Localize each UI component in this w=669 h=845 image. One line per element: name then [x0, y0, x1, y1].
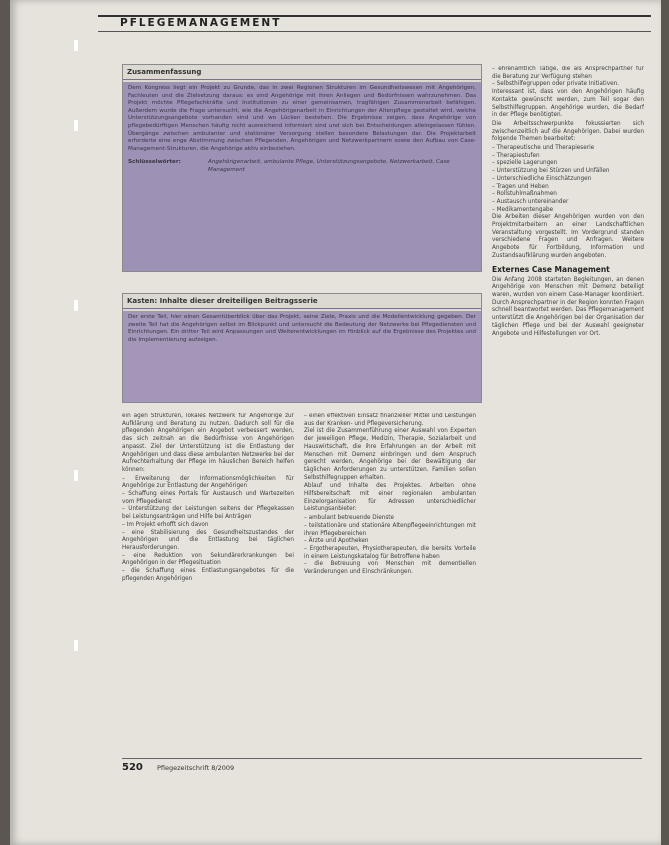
subheading-case-management: Externes Case Management [492, 264, 610, 274]
keywords-label: Schlüsselwörter: [128, 159, 181, 166]
binding-hole [74, 640, 78, 651]
list-item: – Unterschiedliche Einschätzungen [492, 175, 592, 182]
list-item: – die Schaffung eines Entlastungsangebotes für die pflegenden Angehörigen [122, 568, 294, 582]
paragraph: Die Arbeitsschwerpunkte fokussierten sich zwischenzeitlich auf die Angehörigen. Dabei wurden folgende Themen bearbeitet: [492, 120, 644, 143]
summary-body [123, 82, 481, 271]
series-box [122, 293, 482, 403]
text-column-1 [122, 413, 294, 753]
magazine-page [10, 0, 661, 845]
list-item: – Schaffung eines Portals für Austausch und Wartezeiten vom Pflegedienst [122, 491, 294, 505]
list-item: – Ärzte und Apotheken [304, 538, 369, 545]
keywords-row [128, 159, 476, 174]
list-item: – Ergotherapeuten, Physiotherapeuten, die bereits Vorteile in einem Leistungskatalog für Betroffene haben [304, 545, 476, 560]
summary-text: Dem Kongress liegt ein Projekt zu Grunde, das in zwei Regionen Strukturen im Gesundheitswesen mit Angehörigen, Fachleuten und die Zielsetzung daraus: es sind Angehörige mit ihren Anliegen und Bedürfnissen wahrzunehmen. Das Projekt möchte Pflegefachkräfte und Institutionen zu einer gemeinsamen, tragfähigen Zusammenarbeit befähigen. Außerdem wurde die Frage untersucht, wie die Angehörigenarbeit in Einrichtungen der Altenpflege gestaltet wird, welche Unterstützungsangebote vorhanden sind und wo Lücken bestehen. Die Ergebnisse zeigen, dass Angehörige von pflegebedürftigen Menschen häufig nicht ausreichend informiert sind und sich bei Entscheidungen alleingelassen fühlen. Übergänge zwischen ambulanter und stationärer Versorgung stellen besondere Belastungen dar. Die Projektarbeit erforderte eine enge Abstimmung zwischen Pflegenden, Angehörigen und Netzwerkpartnern sowie den Aufbau von Case-Management-Strukturen, die Angehörige aktiv einbeziehen. [128, 85, 476, 152]
header-rule [98, 31, 651, 32]
paragraph: Ziel ist die Zusammenführung einer Auswahl von Experten der jeweiligen Pflege, Medizin, Therapie, Sozialarbeit und Hauswirtschaft, die ihre Erfahrungen an der Arbeit mit Menschen mit Demenz einbringen und dem Anspruch gerecht werden, Angehörige bei der Bewältigung der täglichen Anforderungen zu unterstützen. Familien sollen Selbsthilfegruppen erhalten. [304, 428, 476, 481]
keywords-value: Angehörigenarbeit, ambulante Pflege, Unterstützungsangebote, Netzwerkarbeit, Case Management [208, 159, 450, 173]
series-heading: Kasten: Inhalte dieser dreiteiligen Beitragsserie [123, 294, 481, 309]
footer-rule [122, 758, 642, 759]
list-item: – spezielle Lagerungen [492, 160, 558, 167]
list-item: – ehrenamtlich Tätige, die als Ansprechpartner für die Beratung zur Verfügung stehen [492, 66, 644, 80]
list-item: – Rollstuhlmaßnahmen [492, 191, 557, 198]
list-item: – teilstationäre und stationäre Altenpflegeeinrichtungen mit ihren Pflegebereichen [304, 522, 476, 537]
text-column-3 [492, 66, 644, 754]
list-item: – eine Reduktion von Sekundärerkrankungen bei Angehörigen in der Pflegesituation [122, 552, 294, 567]
list-item: – einen effektiven Einsatz finanzieller Mittel und Leistungen aus der Kranken- und Pflegeversicherung. [304, 413, 476, 427]
list-item: – Austausch untereinander [492, 198, 569, 205]
list-item: – eine Stabilisierung des Gesundheitszustandes der Angehörigen und die Entlastung bei täglichen Herausforderungen. [122, 529, 294, 551]
summary-heading: Zusammenfassung [123, 65, 481, 80]
summary-box [122, 64, 482, 272]
list-item: – Unterstützung bei Stürzen und Unfällen [492, 168, 610, 175]
list-item: – Therapiestufen [492, 152, 540, 159]
paragraph: Die Arbeiten dieser Angehörigen wurden von den Projektmitarbeitern an einer Landschaftlichen Veranstaltung vorgestellt. Im Vordergrund standen verschiedene Fragen und Anfragen. Weitere Angebote für Fortbildung, Information und Zustandsaufklärung wurden angeboten. [492, 214, 644, 259]
list-item: – Im Projekt erhofft sich davon [122, 521, 209, 528]
paragraph: Die Anfang 2008 starteten Begleitungen, an denen Angehörige von Menschen mit Demenz beteiligt waren, wurden von einem Case-Manager koordiniert. Durch Ansprechpartner in der Region konnten Fragen schnell beantwortet werden. Das Pflegemanagement unterstützt die Angehörigen bei der Organisation der täglichen Pflege und bei der Auswahl geeigneter Angebote und Hilfestellungen vor Ort. [492, 276, 644, 337]
list-item: – die Betreuung von Menschen mit dementiellen Veränderungen und Einschränkungen. [304, 561, 476, 576]
paragraph: ein agen Strukturen, lokales Netzwerk für Angehörige zur Aufklärung und Beratung zu nutzen. Dadurch soll für die pflegenden Angehörigen ein Angebot verbessert werden, das sich zeitnah an die Bedürfnisse von Angehörigen anpasst. Ziel der Unterstützung ist die Entlastung der Angehörigen und dass diese ambulanten Netzwerke bei der Aufrechterhaltung der Pflege im häuslichen Bereich helfen können: [122, 413, 294, 473]
page-number: 520 [122, 762, 143, 773]
binding-hole [74, 470, 78, 481]
list-item: – Tragen und Heben [492, 183, 549, 190]
binding-hole [74, 40, 78, 51]
list-item: – Selbsthilfegruppen oder private Initiativen. [492, 81, 619, 88]
series-text: Der erste Teil, hier einen Gesamtüberblick über das Projekt, seine Ziele, Praxis und die Modellentwicklung gegeben. Der zweite Teil hat die Angehörigen selbst im Blickpunkt und untersucht die Bedeutung der Netzwerke bei Pflegediensten und Einrichtungen. Ein dritter Teil wird Anpassungen und Weiterentwicklungen im Hinblick auf die Ergebnisse des Projektes und die Implementierung aufzeigen. [128, 314, 476, 343]
series-body [123, 311, 481, 402]
journal-name: Pflegezeitschrift 8/2009 [157, 764, 235, 772]
text-column-2 [304, 413, 476, 753]
list-item: – ambulant betreuende Dienste [304, 515, 395, 522]
list-item: – Erweiterung der Informationsmöglichkeiten für Angehörige zur Entlastung der Angehörigen [122, 475, 294, 490]
section-title: PFLEGEMANAGEMENT [120, 17, 282, 29]
binding-hole [74, 300, 78, 311]
list-item: – Therapeutische und Therapieserie [492, 145, 595, 152]
binding-hole [74, 120, 78, 131]
paragraph: Interessant ist, dass von den Angehörigen häufig Kontakte gewünscht werden, zum Teil sogar den Selbsthilfegruppen. Angehörige wurden, die Bedarf in der Pflege benötigten. [492, 89, 644, 119]
paragraph: Ablauf und Inhalte des Projektes. Arbeiten ohne Hilfsbereitschaft mit einer regionalen ambulanten Einzelorganisation für Adressen unterschiedlicher Leistungsanbieter: [304, 483, 476, 513]
list-item: – Unterstützung der Leistungen seitens der Pflegekassen bei Leistungsanträgen und Hilfe bei Anträgen [122, 506, 294, 521]
list-item: – Medikamentengabe [492, 206, 554, 213]
